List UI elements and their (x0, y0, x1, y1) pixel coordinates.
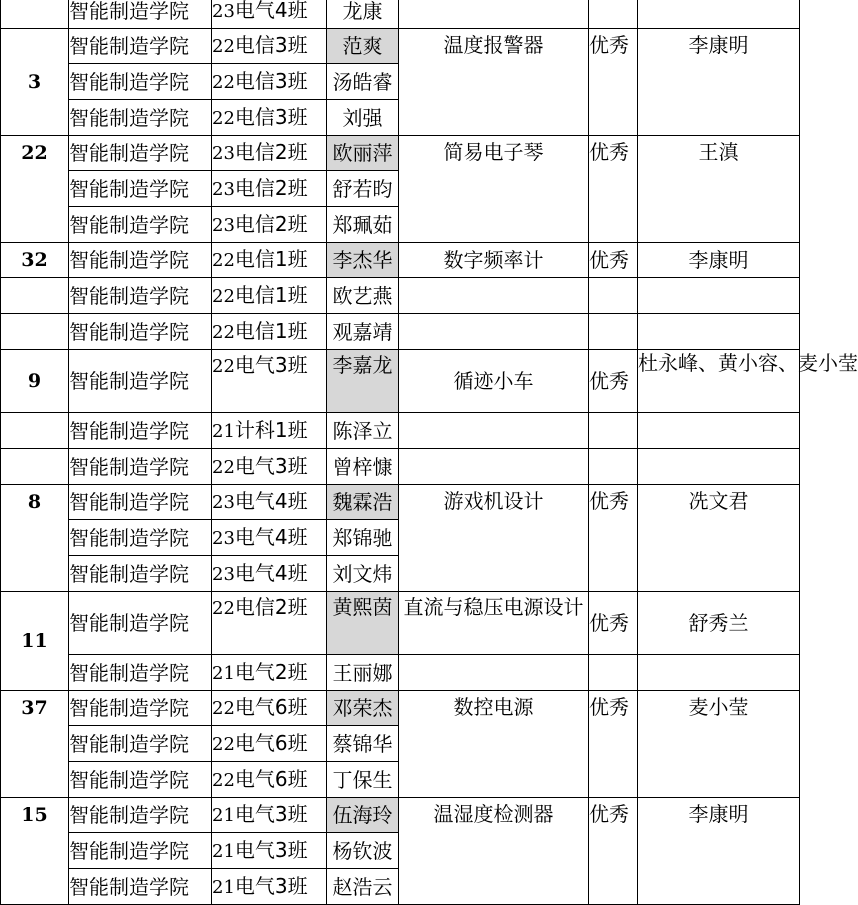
class-cell (212, 29, 327, 64)
group-number-cell: 3 (1, 29, 69, 136)
class-year: 21 (212, 876, 235, 898)
college-cell: 智能制造学院 (69, 485, 212, 520)
project-cell: 循迹小车 (399, 350, 589, 413)
class-year: 22 (212, 285, 235, 307)
student-name-cell: 汤皓睿 (327, 64, 399, 100)
student-name-cell: 赵浩云 (327, 869, 399, 905)
college-cell: 智能制造学院 (69, 278, 212, 314)
class-cell (212, 64, 327, 100)
student-name-cell: 曾梓慷 (327, 449, 399, 485)
project-cell (399, 314, 589, 350)
class-name: 电信1班 (234, 247, 308, 271)
table-row (1, 278, 800, 314)
student-name-cell: 欧艺燕 (327, 278, 399, 314)
project-name: 温度报警器 (443, 33, 544, 57)
award-cell (589, 691, 638, 798)
team-leader-name-cell: 伍海玲 (327, 798, 399, 833)
project-cell (399, 655, 589, 691)
team-leader-name-cell: 李杰华 (327, 243, 399, 278)
award-level: 优秀 (589, 802, 629, 826)
class-name: 电气4班 (234, 560, 308, 585)
class-year: 21 (212, 662, 235, 684)
class-cell (212, 520, 327, 556)
class-year: 22 (212, 733, 235, 755)
group-number-cell (1, 136, 69, 243)
group-number: 8 (27, 491, 42, 513)
class-year: 22 (212, 456, 235, 478)
class-cell (212, 556, 327, 592)
class-cell (212, 485, 327, 520)
project-name: 数控电源 (453, 695, 534, 719)
class-year: 22 (212, 36, 235, 57)
class-name: 计科1班 (234, 417, 308, 442)
college-cell: 智能制造学院 (69, 449, 212, 485)
class-name: 电气3班 (234, 873, 308, 898)
teacher-name: 李康明 (688, 33, 749, 57)
table-row (1, 314, 800, 350)
college-cell: 智能制造学院 (69, 29, 212, 64)
award-cell (589, 29, 638, 136)
college-cell: 智能制造学院 (69, 207, 212, 243)
teacher-cell (638, 449, 800, 485)
award-cell: 优秀 (589, 592, 638, 655)
teacher-cell (638, 136, 800, 243)
teacher-cell (638, 485, 800, 592)
class-name: 电气3班 (234, 802, 308, 826)
teacher-cell (638, 29, 800, 136)
college-cell: 智能制造学院 (69, 64, 212, 100)
class-year: 22 (212, 356, 235, 377)
teacher-cell: 舒秀兰 (638, 592, 800, 655)
class-year: 23 (212, 143, 235, 164)
class-year: 23 (212, 563, 235, 585)
class-year: 22 (212, 71, 235, 93)
student-name-cell: 郑锦驰 (327, 520, 399, 556)
project-name: 简易电子琴 (443, 140, 544, 164)
project-cell (399, 449, 589, 485)
student-name-cell: 刘文炜 (327, 556, 399, 592)
class-year: 23 (212, 492, 235, 513)
class-cell (212, 100, 327, 136)
college-cell: 智能制造学院 (69, 655, 212, 691)
award-cell (589, 798, 638, 905)
college-cell: 智能制造学院 (69, 798, 212, 833)
class-cell (212, 243, 327, 278)
group-number-cell (1, 314, 69, 350)
project-cell (399, 136, 589, 243)
award-level: 优秀 (589, 140, 629, 164)
class-name: 电气6班 (234, 695, 308, 719)
award-cell (589, 655, 638, 691)
teacher-name: 李康明 (688, 802, 749, 826)
college-cell: 智能制造学院 (69, 100, 212, 136)
group-number-cell (1, 485, 69, 592)
college-cell: 智能制造学院 (69, 350, 212, 413)
college-cell: 智能制造学院 (69, 520, 212, 556)
college-cell: 智能制造学院 (69, 592, 212, 655)
project-cell (399, 413, 589, 449)
student-name-cell: 蔡锦华 (327, 726, 399, 762)
class-year: 22 (212, 107, 235, 129)
student-name-cell: 陈泽立 (327, 413, 399, 449)
award-level: 优秀 (589, 695, 629, 719)
group-number-cell: 11 (1, 592, 69, 691)
student-name-cell: 王丽娜 (327, 655, 399, 691)
table-row (1, 592, 800, 655)
group-number-cell (1, 691, 69, 798)
class-cell (212, 278, 327, 314)
award-level: 优秀 (589, 489, 629, 513)
college-cell: 智能制造学院 (69, 171, 212, 207)
class-name: 电气6班 (234, 730, 308, 755)
class-name: 电信3班 (234, 33, 308, 57)
college-cell: 智能制造学院 (69, 314, 212, 350)
class-cell (212, 762, 327, 798)
group-number: 37 (21, 697, 48, 719)
team-leader-name-cell: 欧丽萍 (327, 136, 399, 171)
class-cell (212, 0, 327, 29)
group-number-cell: 9 (1, 350, 69, 413)
college-cell: 智能制造学院 (69, 691, 212, 726)
teacher-cell (638, 655, 800, 691)
class-year: 23 (212, 1, 235, 22)
award-cell (589, 314, 638, 350)
table-row (1, 29, 800, 64)
table-row (1, 691, 800, 726)
table-row (1, 136, 800, 171)
class-name: 电信1班 (234, 318, 308, 343)
college-cell: 智能制造学院 (69, 833, 212, 869)
group-number-cell (1, 0, 69, 29)
award-cell: 优秀 (589, 243, 638, 278)
project-cell: 直流与稳压电源设计 (399, 592, 589, 655)
teacher-name: 王滇 (698, 140, 739, 164)
class-year: 23 (212, 178, 235, 200)
project-cell (399, 798, 589, 905)
class-cell (212, 314, 327, 350)
team-leader-name-cell: 范爽 (327, 29, 399, 64)
class-cell (212, 833, 327, 869)
group-number-cell (1, 798, 69, 905)
teacher-name: 麦小莹 (688, 695, 749, 719)
class-cell (212, 691, 327, 726)
college-cell: 智能制造学院 (69, 0, 212, 29)
class-year: 21 (212, 420, 235, 442)
class-cell (212, 207, 327, 243)
college-cell: 智能制造学院 (69, 556, 212, 592)
award-cell: 优秀 (589, 350, 638, 413)
table-row (1, 243, 800, 278)
class-name: 电气4班 (234, 0, 308, 22)
class-year: 22 (212, 698, 235, 719)
teacher-cell: 杜永峰、黄小容、麦小莹 (638, 350, 800, 413)
group-number-cell (1, 278, 69, 314)
class-cell (212, 798, 327, 833)
project-cell (399, 0, 589, 29)
table-row (1, 449, 800, 485)
class-cell (212, 171, 327, 207)
class-cell (212, 592, 327, 655)
college-cell: 智能制造学院 (69, 869, 212, 905)
student-name-cell: 郑珮茹 (327, 207, 399, 243)
class-year: 22 (212, 598, 235, 619)
teacher-cell (638, 278, 800, 314)
table-row (1, 485, 800, 520)
teacher-cell (638, 413, 800, 449)
group-number: 22 (21, 142, 48, 164)
team-leader-name-cell: 魏霖浩 (327, 485, 399, 520)
class-name: 电气2班 (234, 659, 308, 684)
class-cell (212, 413, 327, 449)
project-cell (399, 485, 589, 592)
team-leader-name-cell: 黄熙茵 (327, 592, 399, 655)
college-cell: 智能制造学院 (69, 136, 212, 171)
teacher-cell (638, 798, 800, 905)
group-number: 15 (21, 804, 48, 826)
teacher-name: 冼文君 (688, 489, 749, 513)
class-cell (212, 350, 327, 413)
table-row (1, 413, 800, 449)
table-row (1, 350, 800, 413)
class-name: 电信2班 (234, 595, 308, 619)
class-name: 电信3班 (234, 104, 308, 129)
award-cell (589, 485, 638, 592)
class-cell (212, 726, 327, 762)
class-name: 电信1班 (234, 282, 308, 307)
award-cell (589, 136, 638, 243)
project-name: 温湿度检测器 (433, 802, 554, 826)
student-name-cell: 杨钦波 (327, 833, 399, 869)
class-name: 电信3班 (234, 68, 308, 93)
college-cell: 智能制造学院 (69, 413, 212, 449)
class-cell (212, 655, 327, 691)
class-cell (212, 136, 327, 171)
college-cell: 智能制造学院 (69, 762, 212, 798)
teacher-cell (638, 691, 800, 798)
student-name-cell: 龙康 (327, 0, 399, 29)
student-name-cell: 观嘉靖 (327, 314, 399, 350)
class-year: 22 (212, 250, 235, 271)
student-name-cell: 舒若昀 (327, 171, 399, 207)
class-cell (212, 869, 327, 905)
class-year: 22 (212, 321, 235, 343)
award-cell (589, 449, 638, 485)
group-number-cell: 32 (1, 243, 69, 278)
class-year: 21 (212, 840, 235, 862)
project-cell: 数字频率计 (399, 243, 589, 278)
class-name: 电气6班 (234, 766, 308, 791)
student-name-cell: 丁保生 (327, 762, 399, 798)
project-name: 游戏机设计 (443, 489, 544, 513)
college-cell: 智能制造学院 (69, 726, 212, 762)
teacher-cell: 李康明 (638, 243, 800, 278)
award-cell (589, 413, 638, 449)
class-name: 电气4班 (234, 489, 308, 513)
team-leader-name-cell: 邓荣杰 (327, 691, 399, 726)
group-number-cell (1, 413, 69, 449)
class-name: 电气3班 (234, 353, 308, 377)
table-row (1, 655, 800, 691)
award-cell (589, 0, 638, 29)
teacher-cell (638, 314, 800, 350)
class-name: 电气4班 (234, 524, 308, 549)
project-cell (399, 278, 589, 314)
class-name: 电信2班 (234, 175, 308, 200)
class-year: 22 (212, 769, 235, 791)
class-name: 电气3班 (234, 837, 308, 862)
group-number-cell (1, 449, 69, 485)
award-level: 优秀 (589, 33, 629, 57)
table-row (1, 0, 800, 29)
college-cell: 智能制造学院 (69, 243, 212, 278)
project-cell (399, 29, 589, 136)
class-year: 23 (212, 527, 235, 549)
class-year: 23 (212, 214, 235, 236)
project-cell (399, 691, 589, 798)
class-cell (212, 449, 327, 485)
teacher-cell (638, 0, 800, 29)
table-row (1, 798, 800, 833)
class-name: 电信2班 (234, 140, 308, 164)
student-name-cell: 刘强 (327, 100, 399, 136)
award-cell (589, 278, 638, 314)
class-name: 电气3班 (234, 453, 308, 478)
team-leader-name-cell: 李嘉龙 (327, 350, 399, 413)
class-name: 电信2班 (234, 211, 308, 236)
class-year: 21 (212, 805, 235, 826)
